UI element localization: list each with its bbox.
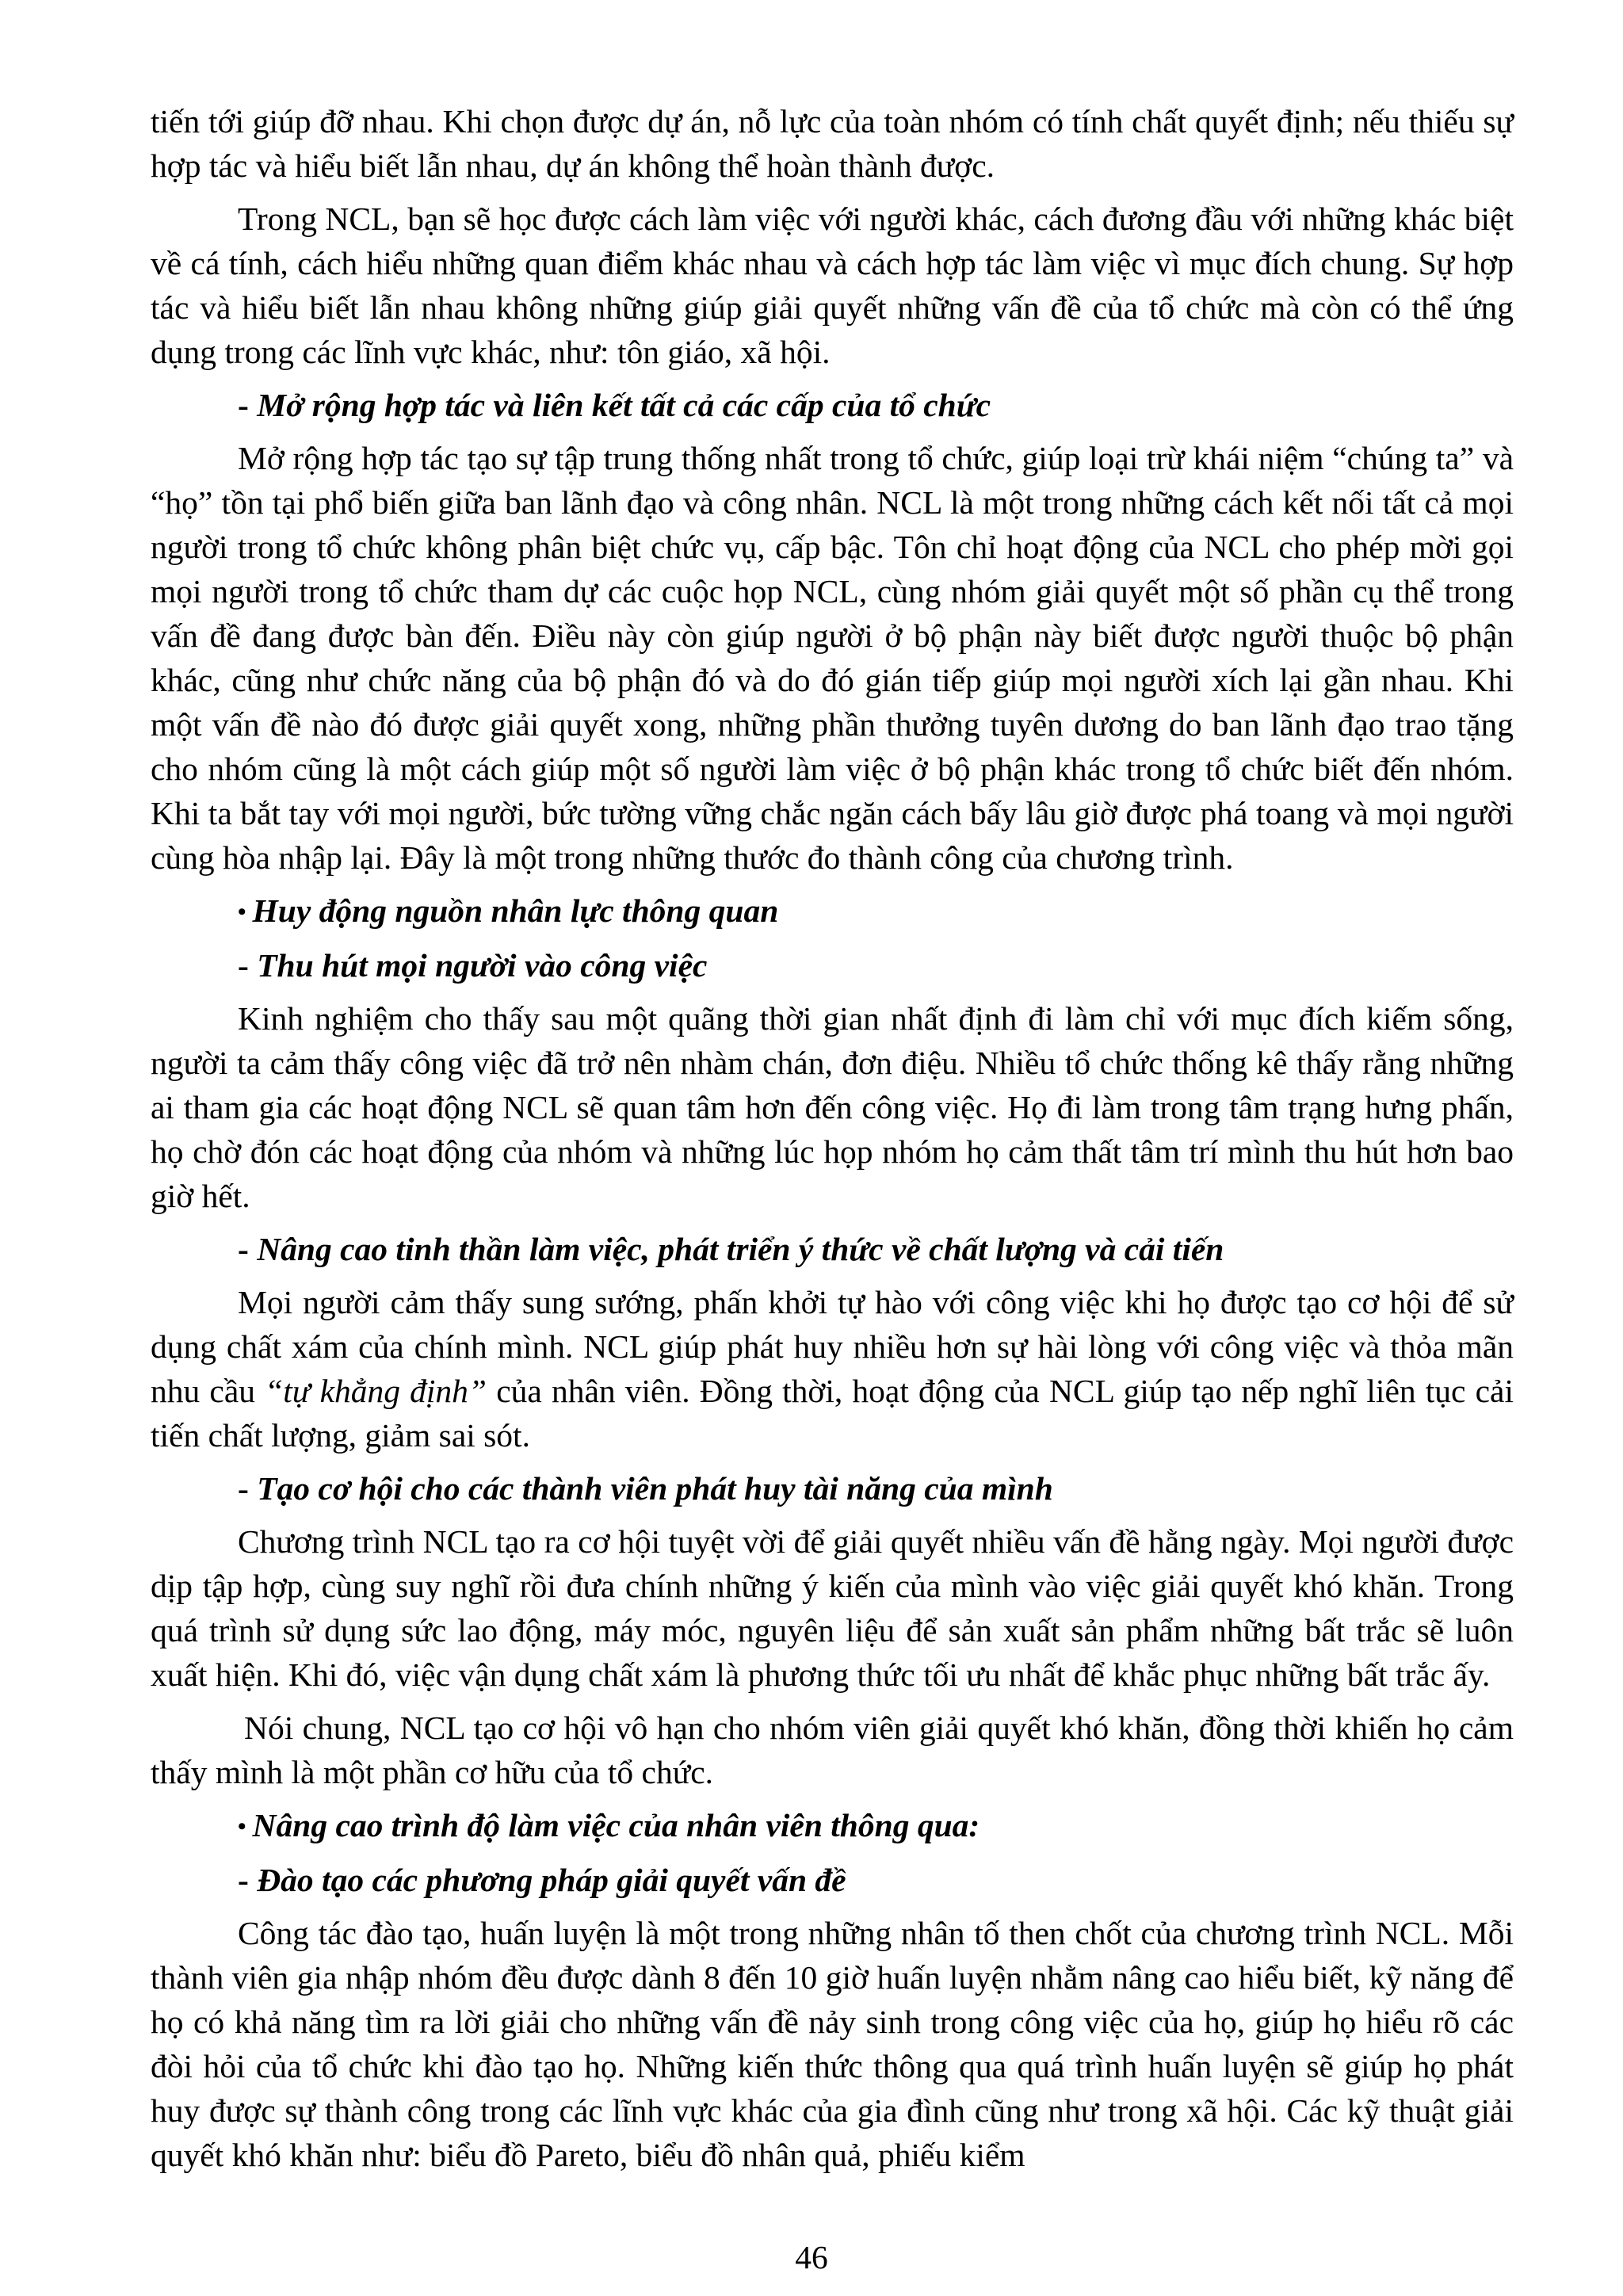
bullet-icon: • [238, 1813, 246, 1839]
heading-text: Thu hút mọi người vào công việc [257, 947, 708, 984]
bullet-heading [151, 1803, 1514, 1849]
paragraph-text: của nhân viên. Đồng thời, hoạt động của NCL giúp tạo nếp nghĩ liên tục cải tiến chất lượng, giảm sai sót. [151, 1373, 1514, 1454]
heading-dash: - [238, 1470, 258, 1507]
heading-dash: - [238, 947, 258, 984]
paragraph-text: Mọi người cảm thấy sung sướng, phấn khởi tự hào với công việc khi họ được tạo cơ hội để sử dụng chất xám của chính mình. NCL giúp phát huy nhiều hơn sự hài lòng với công việc và thỏa mãn nhu cầu [151, 1284, 1514, 1409]
heading-text: Nâng cao tinh thần làm việc, phát triển ý thức về chất lượng và cải tiến [257, 1231, 1224, 1267]
body-paragraph: Chương trình NCL tạo ra cơ hội tuyệt vời để giải quyết nhiều vấn đề hằng ngày. Mọi người được dịp tập hợp, cùng suy nghĩ rồi đưa chính những ý kiến của mình vào việc giải quyết khó khăn. Trong quá trình sử dụng sức lao động, máy móc, nguyên liệu để sản xuất sản phẩm những bất trắc sẽ luôn xuất hiện. Khi đó, việc vận dụng chất xám là phương thức tối ưu nhất để khắc phục những bất trắc ấy. [151, 1523, 1514, 1693]
bullet-heading [151, 888, 1514, 934]
bullet-icon: • [238, 899, 246, 925]
body-paragraph: Mở rộng hợp tác tạo sự tập trung thống nhất trong tổ chức, giúp loại trừ khái niệm “chúng ta” và “họ” tồn tại phổ biến giữa ban lãnh đạo và công nhân. NCL là một trong những cách kết nối tất cả mọi người trong tổ chức không phân biệt chức vụ, cấp bậc. Tôn chỉ hoạt động của NCL cho phép mời gọi mọi người trong tổ chức tham dự các cuộc họp NCL, cùng nhóm giải quyết một số phần cụ thể trong vấn đề đang được bàn đến. Điều này còn giúp người ở bộ phận này biết được người thuộc bộ phận khác, cũng như chức năng của bộ phận đó và do đó gián tiếp giúp mọi người xích lại gần nhau. Khi một vấn đề nào đó được giải quyết xong, những phần thưởng tuyên dương do ban lãnh đạo trao tặng cho nhóm cũng là một cách giúp một số người làm việc ở bộ phận khác trong tổ chức biết đến nhóm. Khi ta bắt tay với mọi người, bức tường vững chắc ngăn cách bấy lâu giờ được phá toang và mọi người cùng hòa nhập lại. Đây là một trong những thước đo thành công của chương trình. [151, 440, 1514, 876]
bullet-heading-text: Nâng cao trình độ làm việc của nhân viên thông qua: [252, 1807, 980, 1843]
section-heading [151, 1227, 1514, 1271]
body-paragraph: tiến tới giúp đỡ nhau. Khi chọn được dự án, nỗ lực của toàn nhóm có tính chất quyết định; nếu thiếu sự hợp tác và hiểu biết lẫn nhau, dự án không thể hoàn thành được. [151, 103, 1514, 184]
bullet-heading-text: Huy động nguồn nhân lực thông quan [252, 892, 779, 929]
section-heading [151, 383, 1514, 427]
heading-dash: - [238, 387, 258, 423]
body-paragraph: Kinh nghiệm cho thấy sau một quãng thời gian nhất định đi làm chỉ với mục đích kiếm sống, người ta cảm thấy công việc đã trở nên nhàm chán, đơn điệu. Nhiều tổ chức thống kê thấy rằng những ai tham gia các hoạt động NCL sẽ quan tâm hơn đến công việc. Họ đi làm trong tâm trạng hưng phấn, họ chờ đón các hoạt động của nhóm và những lúc họp nhóm họ cảm thất tâm trí mình thu hút hơn bao giờ hết. [151, 1000, 1514, 1214]
section-heading [151, 943, 1514, 988]
section-heading [151, 1466, 1514, 1511]
heading-text: Tạo cơ hội cho các thành viên phát huy tài năng của mình [257, 1470, 1053, 1507]
heading-text: Mở rộng hợp tác và liên kết tất cả các cấp của tổ chức [257, 387, 991, 423]
body-paragraph: Công tác đào tạo, huấn luyện là một trong những nhân tố then chốt của chương trình NCL. Mỗi thành viên gia nhập nhóm đều được dành 8 đến 10 giờ huấn luyện nhằm nâng cao hiểu biết, kỹ năng để họ có khả năng tìm ra lời giải cho những vấn đề nảy sinh trong công việc của họ, giúp họ hiểu rõ các đòi hỏi của tổ chức khi đào tạo họ. Những kiến thức thông qua quá trình huấn luyện sẽ giúp họ phát huy được sự thành công trong các lĩnh vực khác của gia đình cũng như trong xã hội. Các kỹ thuật giải quyết khó khăn như: biểu đồ Pareto, biểu đồ nhân quả, phiếu kiểm [151, 1915, 1514, 2173]
body-paragraph: Trong NCL, bạn sẽ học được cách làm việc với người khác, cách đương đầu với những khác biệt về cá tính, cách hiểu những quan điểm khác nhau và cách hợp tác làm việc vì mục đích chung. Sự hợp tác và hiểu biết lẫn nhau không những giúp giải quyết những vấn đề của tổ chức mà còn có thể ứng dụng trong các lĩnh vực khác, như: tôn giáo, xã hội. [151, 201, 1514, 370]
body-paragraph [151, 1280, 1514, 1457]
heading-dash: - [238, 1231, 258, 1267]
emphasized-text: “tự khẳng định” [265, 1373, 487, 1409]
body-paragraph: Nói chung, NCL tạo cơ hội vô hạn cho nhóm viên giải quyết khó khăn, đồng thời khiến họ cảm thấy mình là một phần cơ hữu của tổ chức. [151, 1710, 1514, 1790]
heading-dash: - [238, 1862, 258, 1898]
section-heading [151, 1858, 1514, 1902]
page-body [151, 99, 1514, 2186]
heading-text: Đào tạo các phương pháp giải quyết vấn đề [257, 1862, 846, 1898]
page-number: 46 [795, 2239, 828, 2275]
